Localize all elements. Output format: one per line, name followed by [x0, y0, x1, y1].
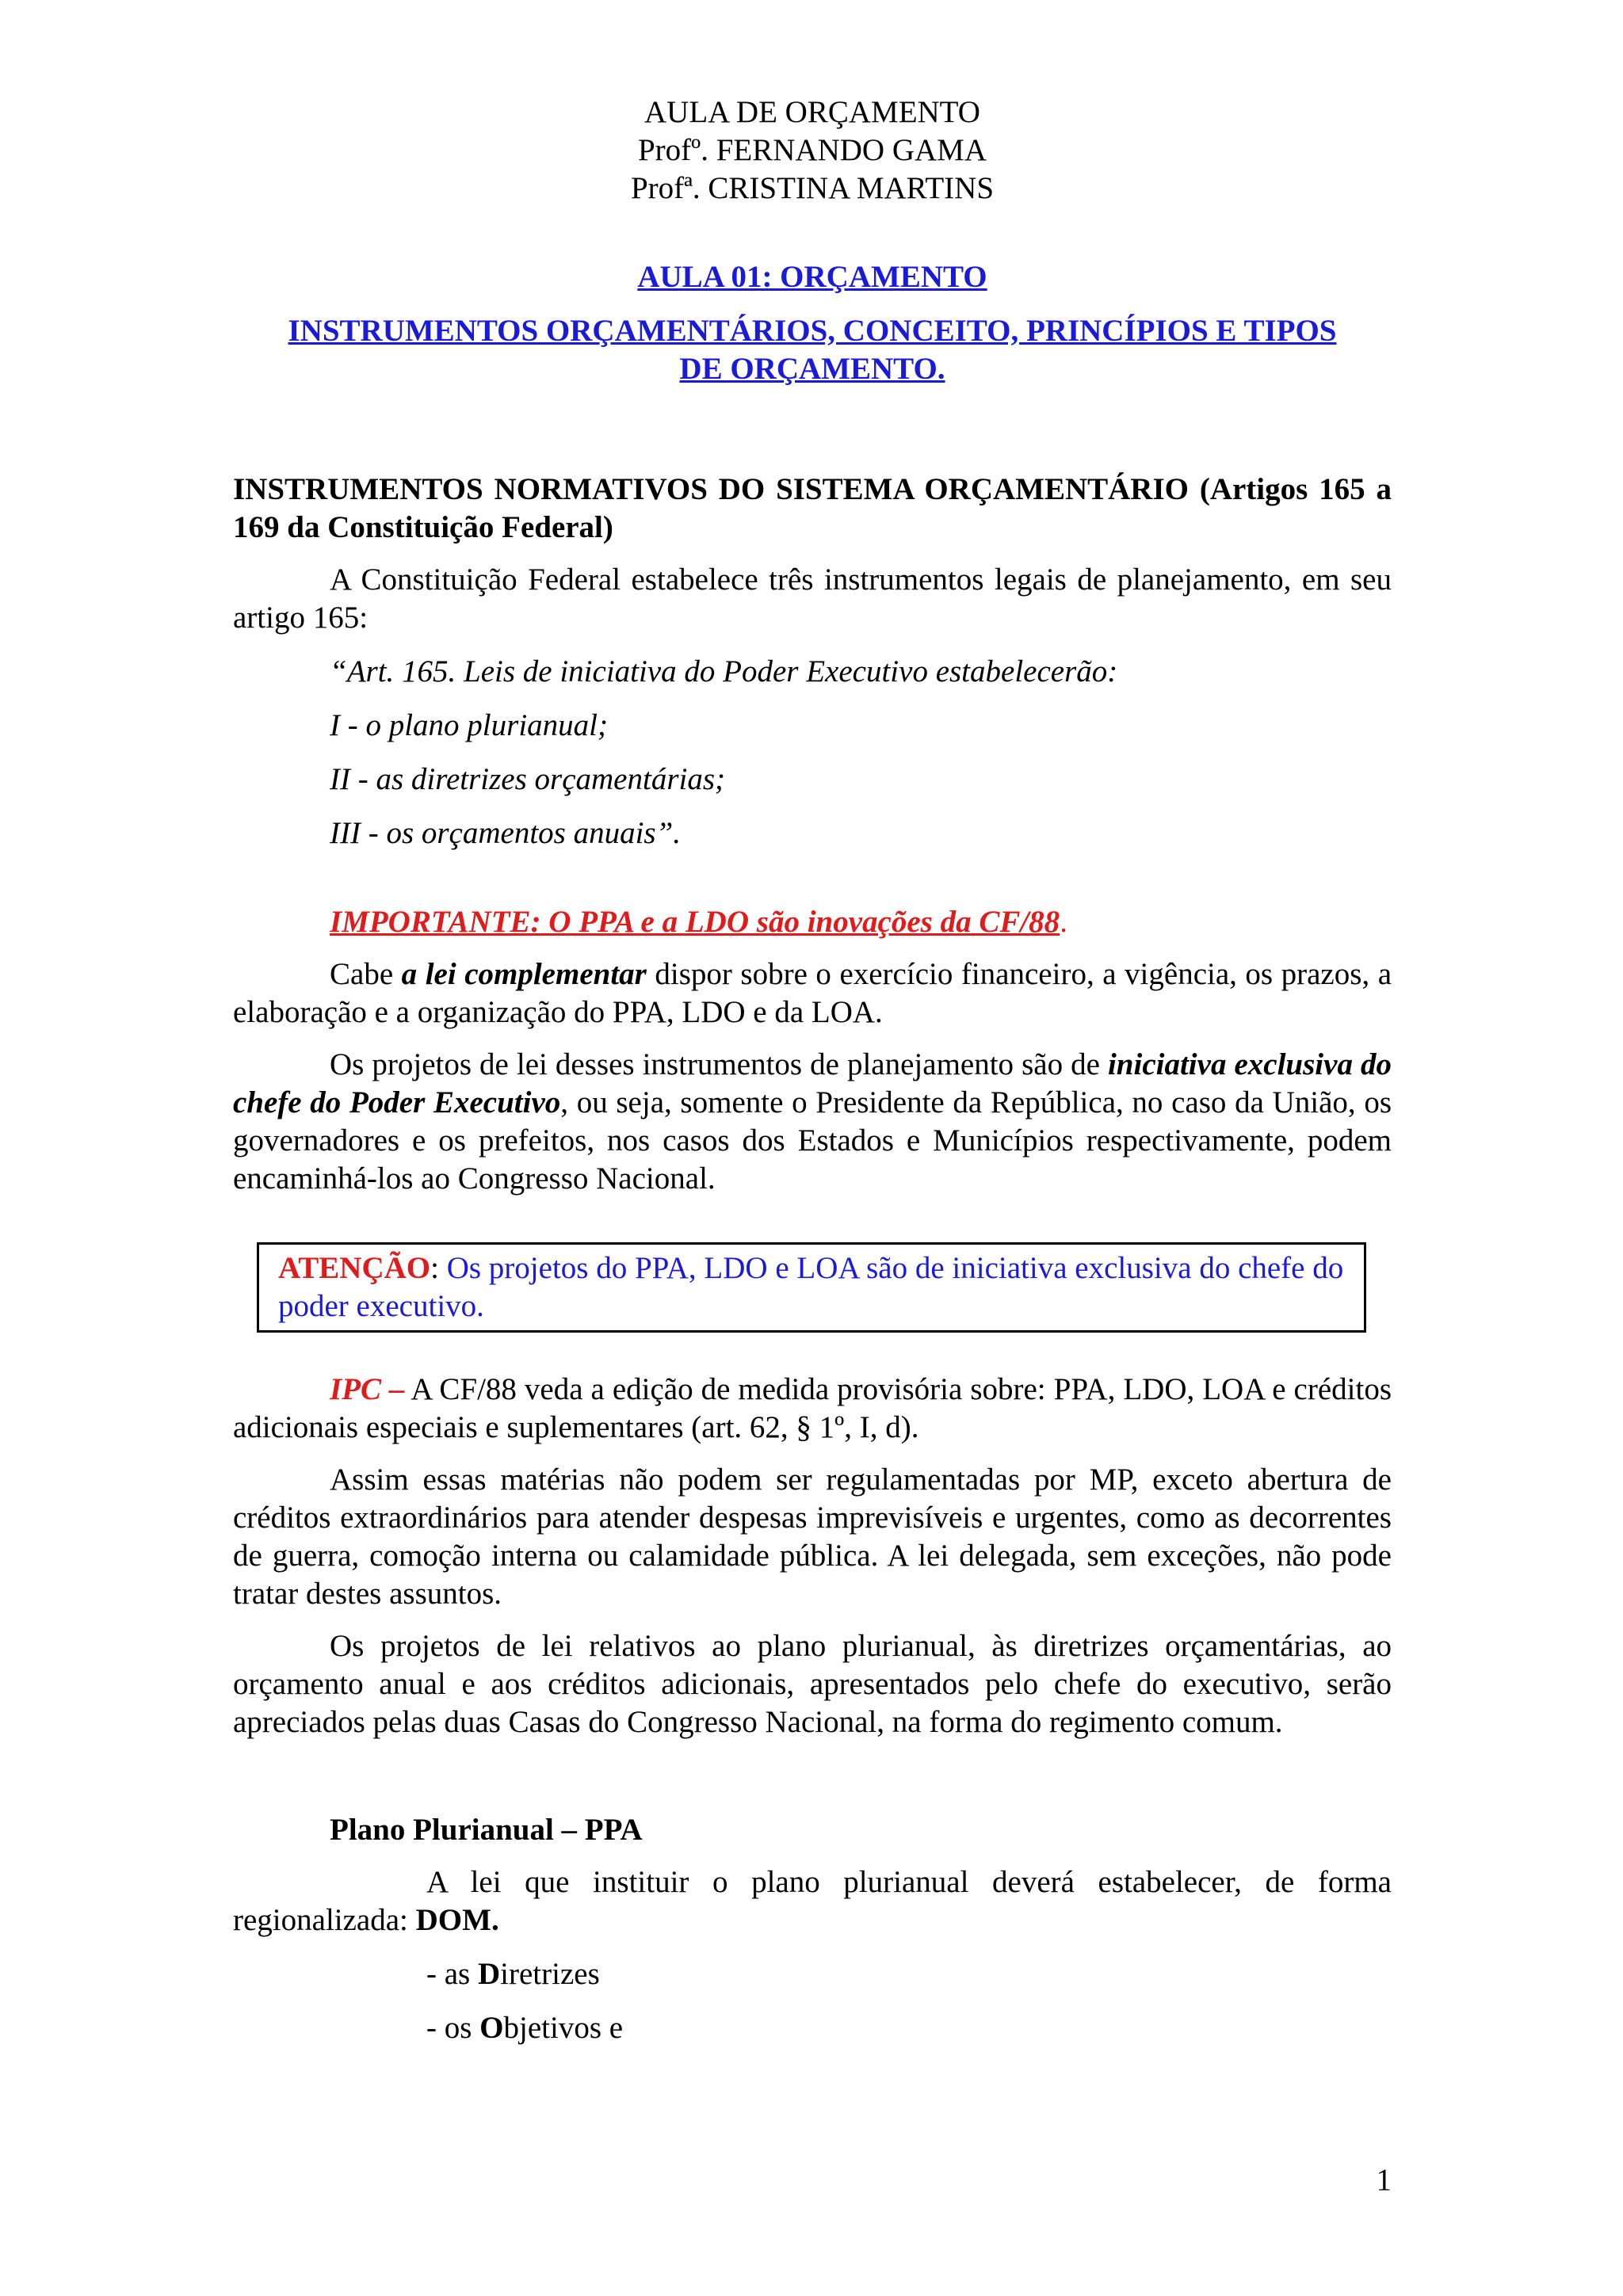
ppa-intro-line-1: A lei que instituir o plano plurianual deverá estabelecer, de forma — [426, 1865, 1392, 1899]
lesson-subtitle-line-1: INSTRUMENTOS ORÇAMENTÁRIOS, CONCEITO, PRINCÍPIOS E TIPOS — [288, 314, 1337, 348]
important-note-text: IMPORTANTE: O PPA e a LDO são inovações da CF/88 — [330, 905, 1060, 939]
section-heading-bold: INSTRUMENTOS NORMATIVOS DO SISTEMA ORÇAMENTÁRIO — [233, 472, 1189, 506]
attention-text — [278, 1249, 1345, 1325]
paragraph-iniciativa-c: , ou seja, somente o Presidente da República, no caso da União, os governadores e os prefeitos, nos casos dos Estados e Municípios respectivamente, podem encaminhá-los ao Congresso Nacional. — [233, 1085, 1392, 1196]
ppa-item-1-prefix: - as — [426, 1957, 478, 1991]
section-instrumentos — [233, 471, 1392, 852]
paragraph-lei-complementar — [233, 955, 1392, 1032]
ipc-text: A CF/88 veda a edição de medida provisória sobre: PPA, LDO, LOA e créditos adicionais especiais e suplementares (art. 62, § 1º, I, d). — [233, 1372, 1392, 1444]
ppa-heading: Plano Plurianual – PPA — [330, 1813, 643, 1847]
attention-label: ATENÇÃO — [278, 1251, 431, 1285]
attention-colon: : — [430, 1251, 447, 1285]
paragraph-medida-provisoria: Assim essas matérias não podem ser regulamentadas por MP, exceto abertura de créditos extraordinários para atender despesas imprevisíveis e urgentes, como as decorrentes de guerra, comoção interna ou calamidade pública. A lei delegada, sem exceções, não pode tratar destes assuntos. — [233, 1463, 1392, 1611]
emphasis-lei-complementar: a lei complementar — [401, 957, 647, 991]
header-line-course: AULA DE ORÇAMENTO — [644, 95, 980, 129]
ppa-intro-line-2 — [233, 1901, 1392, 1939]
ppa-acronym-dom: DOM. — [415, 1903, 499, 1937]
attention-message: Os projetos do PPA, LDO e LOA são de iniciativa exclusiva do chefe do poder executivo. — [278, 1251, 1344, 1323]
section-heading — [233, 471, 1392, 547]
section-heading-rest: (Artigos 165 a 169 da Constituição Federal) — [233, 472, 1392, 544]
ppa-item-1-letter: D — [477, 1957, 501, 1991]
lesson-subtitle-line-2: DE ORÇAMENTO. — [679, 352, 945, 386]
page-content — [233, 93, 1392, 2047]
quote-item-2: II - as diretrizes orçamentárias; — [330, 762, 726, 796]
paragraph-ipc — [233, 1371, 1392, 1447]
ppa-list-item-diretrizes — [426, 1955, 1392, 1993]
section-ppa — [233, 1811, 1392, 2047]
paragraph-constituicao: A Constituição Federal estabelece três instrumentos legais de planejamento, em seu artigo 165: — [233, 563, 1392, 635]
lesson-title-block — [233, 258, 1392, 388]
important-note — [330, 903, 1392, 941]
quote-item-1: I - o plano plurianual; — [330, 708, 608, 742]
paragraph-apreciacao: Os projetos de lei relativos ao plano plurianual, às diretrizes orçamentárias, ao orçamento anual e aos créditos adicionais, apresentados pelo chefe do executivo, serão apreciados pelas duas Casas do Congresso Nacional, na forma do regimento comum. — [233, 1629, 1392, 1739]
header-line-professor-1: Profº. FERNANDO GAMA — [637, 133, 987, 167]
quote-item-3: III - os orçamentos anuais”. — [330, 816, 682, 850]
paragraph-iniciativa-a: Os projetos de lei desses instrumentos de planejamento são de — [330, 1047, 1108, 1081]
ppa-item-2-prefix: - os — [426, 2011, 480, 2045]
ppa-item-1-rest: iretrizes — [500, 1957, 600, 1991]
lesson-title: AULA 01: ORÇAMENTO — [637, 260, 987, 294]
ppa-item-2-rest: bjetivos e — [503, 2011, 624, 2045]
paragraph-lei-complementar-c: dispor sobre o exercício financeiro, a vigência, os prazos, a elaboração e a organização do PPA, LDO e da LOA. — [233, 957, 1392, 1029]
page-number: 1 — [1376, 2163, 1392, 2197]
paragraph-lei-complementar-a: Cabe — [330, 957, 402, 991]
attention-box — [257, 1242, 1366, 1333]
ppa-intro-regionalizada: regionalizada: — [233, 1903, 416, 1937]
important-note-end: . — [1060, 905, 1067, 939]
document-header — [233, 93, 1392, 208]
ipc-label: IPC – — [330, 1372, 405, 1406]
ppa-list-item-objetivos — [426, 2009, 1392, 2047]
emphasis-iniciativa-exclusiva: iniciativa exclusiva do chefe do Poder Executivo — [233, 1047, 1392, 1119]
paragraph-iniciativa — [233, 1046, 1392, 1198]
quote-art-165: “Art. 165. Leis de iniciativa do Poder Executivo estabelecerão: — [330, 654, 1118, 688]
ppa-item-2-letter: O — [479, 2011, 504, 2045]
header-line-professor-2: Profª. CRISTINA MARTINS — [630, 171, 995, 205]
